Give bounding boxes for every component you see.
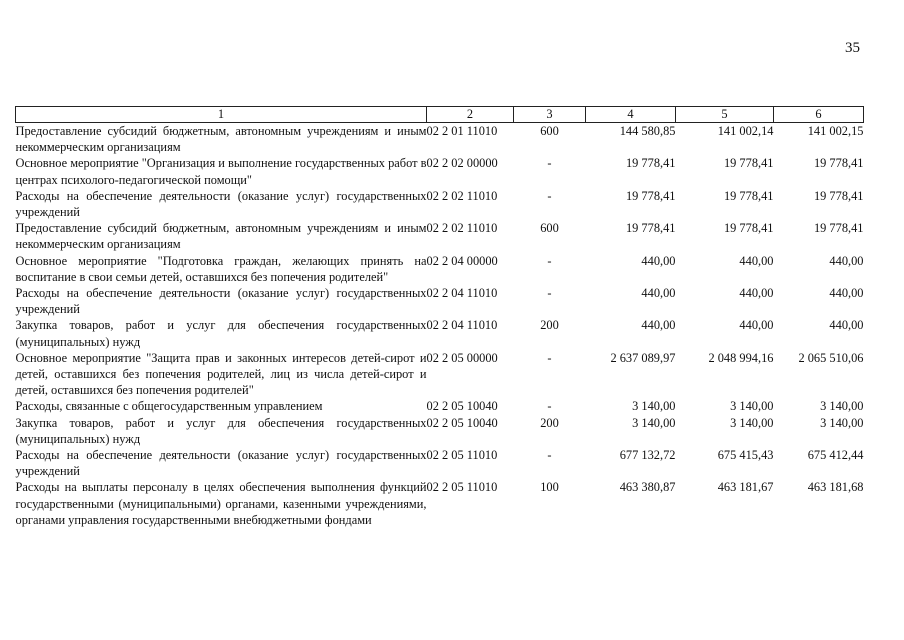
row-value-2: 675 415,43 xyxy=(717,448,774,463)
row-value-1: 3 140,00 xyxy=(632,415,676,430)
row-value-2: 19 778,41 xyxy=(723,156,774,171)
table-row xyxy=(16,123,864,156)
row-code: 02 2 05 11010 xyxy=(426,480,498,495)
row-value-1: 3 140,00 xyxy=(632,399,676,414)
table-row xyxy=(16,398,864,414)
row-value-2: 3 140,00 xyxy=(730,415,774,430)
row-type: - xyxy=(547,188,552,203)
header-col-2: 2 xyxy=(427,107,514,123)
row-code: 02 2 02 11010 xyxy=(426,221,498,236)
row-name: Предоставление субсидий бюджетным, автономным учреждениям и иным некоммерческим организациям xyxy=(15,221,427,252)
table-row xyxy=(16,155,864,187)
row-value-3: 440,00 xyxy=(829,286,864,301)
table-row xyxy=(16,479,864,528)
row-value-2: 3 140,00 xyxy=(730,399,774,414)
header-col-4: 4 xyxy=(586,107,676,123)
row-value-2: 2 048 994,16 xyxy=(708,350,774,365)
row-name: Расходы, связанные с общегосударственным управлением xyxy=(15,399,323,414)
row-type: 600 xyxy=(540,221,559,236)
header-col-5: 5 xyxy=(676,107,774,123)
row-name: Расходы на обеспечение деятельности (оказание услуг) государственных учреждений xyxy=(15,286,427,317)
row-value-3: 3 140,00 xyxy=(820,415,864,430)
row-type: 100 xyxy=(540,480,559,495)
row-value-3: 19 778,41 xyxy=(813,221,864,236)
row-value-2: 19 778,41 xyxy=(723,188,774,203)
row-value-3: 141 002,15 xyxy=(807,124,864,138)
header-row xyxy=(16,107,864,123)
table-row xyxy=(16,188,864,220)
row-code: 02 2 02 00000 xyxy=(426,156,498,171)
row-type: - xyxy=(547,286,552,301)
row-type: 600 xyxy=(540,124,559,138)
budget-table xyxy=(15,106,864,528)
row-value-1: 440,00 xyxy=(641,318,676,333)
row-value-1: 19 778,41 xyxy=(625,221,676,236)
header-col-6: 6 xyxy=(774,107,864,123)
row-name: Основное мероприятие "Организация и выполнение государственных работ в центрах психолого-педагогической помощи" xyxy=(15,156,427,187)
header-col-3: 3 xyxy=(514,107,586,123)
row-code: 02 2 05 11010 xyxy=(426,448,498,463)
row-type: - xyxy=(547,253,552,268)
row-type: - xyxy=(547,448,552,463)
row-value-3: 675 412,44 xyxy=(807,448,864,463)
row-value-1: 677 132,72 xyxy=(619,448,676,463)
row-value-2: 440,00 xyxy=(739,286,774,301)
row-code: 02 2 04 11010 xyxy=(426,318,498,333)
row-value-2: 463 181,67 xyxy=(717,480,774,495)
row-value-1: 2 637 089,97 xyxy=(610,350,676,365)
row-value-3: 2 065 510,06 xyxy=(798,350,864,365)
row-value-2: 440,00 xyxy=(739,253,774,268)
row-value-2: 141 002,14 xyxy=(717,124,774,138)
row-value-1: 19 778,41 xyxy=(625,188,676,203)
table-row xyxy=(16,350,864,399)
row-name: Основное мероприятие "Подготовка граждан, желающих принять на воспитание в свои семьи детей, оставшихся без попечения родителей" xyxy=(15,253,427,284)
row-value-3: 440,00 xyxy=(829,253,864,268)
row-value-3: 19 778,41 xyxy=(813,188,864,203)
row-type: - xyxy=(547,399,552,414)
table-row xyxy=(16,220,864,252)
row-value-1: 463 380,87 xyxy=(619,480,676,495)
row-name: Основное мероприятие "Защита прав и законных интересов детей-сирот и детей, оставшихся без попечения родителей, лиц из числа детей-сирот и детей, оставшихся без попечения родителей" xyxy=(15,350,427,398)
row-type: - xyxy=(547,350,552,365)
table-row xyxy=(16,253,864,285)
row-code: 02 2 04 11010 xyxy=(426,286,498,301)
row-type: 200 xyxy=(540,415,559,430)
table-row xyxy=(16,285,864,317)
row-code: 02 2 01 11010 xyxy=(426,124,498,138)
row-name: Расходы на обеспечение деятельности (оказание услуг) государственных учреждений xyxy=(15,188,427,220)
row-value-1: 144 580,85 xyxy=(619,124,676,138)
row-code: 02 2 04 00000 xyxy=(426,253,498,268)
row-value-3: 440,00 xyxy=(829,318,864,333)
row-type: - xyxy=(547,156,552,171)
header-col-1: 1 xyxy=(16,107,427,123)
row-name: Расходы на выплаты персоналу в целях обеспечения выполнения функций государственными (муниципальными) органами, казенными учреждениями, органами управления государственными внебюджетными фондами xyxy=(15,480,427,527)
row-name: Закупка товаров, работ и услуг для обеспечения государственных (муниципальных) нужд xyxy=(15,318,427,349)
page-number: 35 xyxy=(845,40,860,56)
row-value-3: 463 181,68 xyxy=(807,480,864,495)
row-name: Расходы на обеспечение деятельности (оказание услуг) государственных учреждений xyxy=(15,448,427,479)
row-type: 200 xyxy=(540,318,559,333)
row-code: 02 2 02 11010 xyxy=(426,188,498,203)
row-code: 02 2 05 00000 xyxy=(426,350,498,365)
row-value-1: 440,00 xyxy=(641,286,676,301)
table-row xyxy=(16,447,864,479)
row-value-1: 440,00 xyxy=(641,253,676,268)
row-name: Закупка товаров, работ и услуг для обеспечения государственных (муниципальных) нужд xyxy=(15,415,427,446)
row-value-1: 19 778,41 xyxy=(625,156,676,171)
row-value-2: 19 778,41 xyxy=(723,221,774,236)
row-value-3: 19 778,41 xyxy=(813,156,864,171)
row-value-3: 3 140,00 xyxy=(820,399,864,414)
table-row xyxy=(16,317,864,349)
table-row xyxy=(16,415,864,447)
row-code: 02 2 05 10040 xyxy=(426,399,498,414)
row-name: Предоставление субсидий бюджетным, автономным учреждениям и иным некоммерческим организациям xyxy=(15,124,427,155)
row-code: 02 2 05 10040 xyxy=(426,415,498,430)
row-value-2: 440,00 xyxy=(739,318,774,333)
